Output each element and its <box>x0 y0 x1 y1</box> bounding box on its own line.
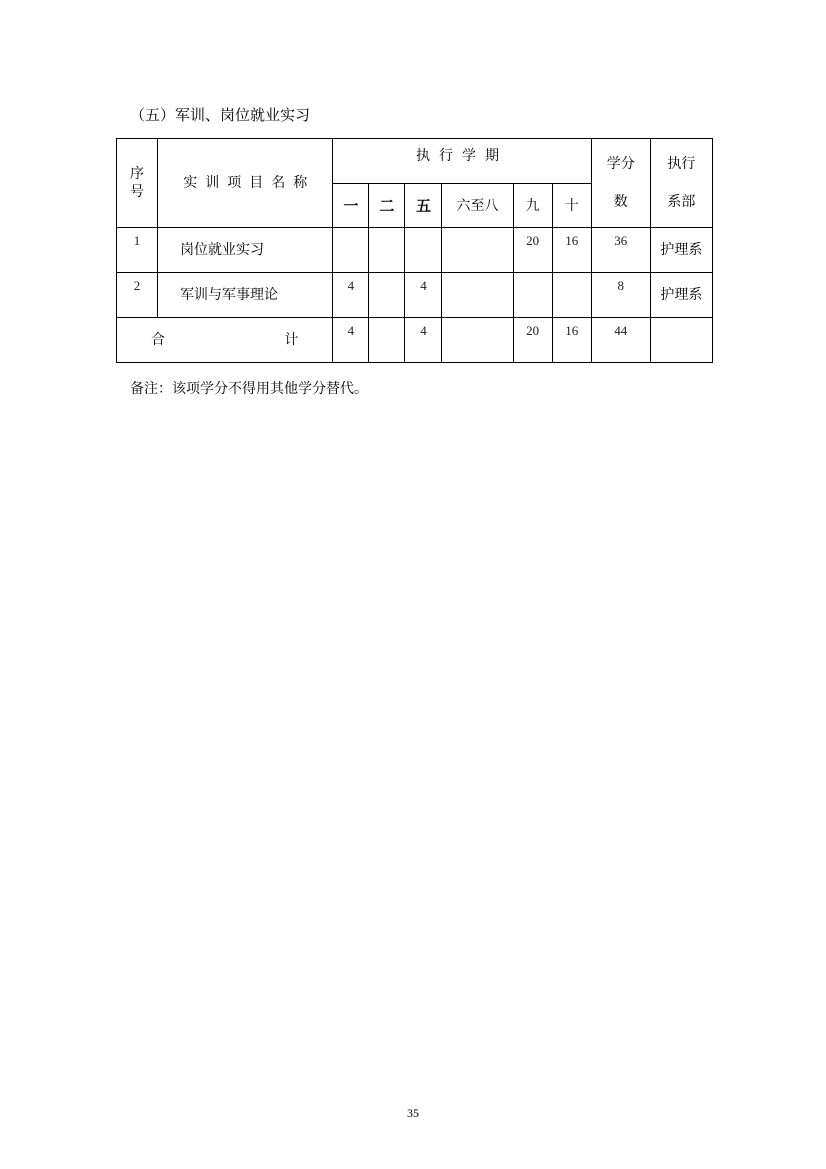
row-credits: 36 <box>591 228 650 273</box>
row-term-6-8 <box>442 273 513 318</box>
row-seq: 1 <box>117 228 158 273</box>
training-table <box>116 138 713 363</box>
total-term-6-8 <box>442 318 513 363</box>
header-project-name: 实训项目名称 <box>158 139 333 228</box>
total-term-9: 20 <box>513 318 552 363</box>
footnote: 备注：该项学分不得用其他学分替代。 <box>130 381 368 397</box>
row-project-name: 军训与军事理论 <box>158 273 333 318</box>
row-department: 护理系 <box>650 228 712 273</box>
page-number: 35 <box>407 1106 419 1120</box>
row-seq: 2 <box>117 273 158 318</box>
total-term-2 <box>369 318 405 363</box>
row-term-1 <box>333 228 369 273</box>
table-row <box>117 228 713 273</box>
row-term-9: 20 <box>513 228 552 273</box>
row-term-6-8 <box>442 228 513 273</box>
total-department <box>650 318 712 363</box>
section-title: （五）军训、岗位就业实习 <box>130 106 311 124</box>
row-term-9 <box>513 273 552 318</box>
row-credits: 8 <box>591 273 650 318</box>
total-label-right: 计 <box>284 332 299 348</box>
total-label-left: 合 <box>151 332 165 348</box>
total-row <box>117 318 713 363</box>
header-term-5: 五 <box>405 184 442 228</box>
header-term-2: 二 <box>369 184 405 228</box>
total-credits: 44 <box>591 318 650 363</box>
row-term-1: 4 <box>333 273 369 318</box>
row-term-5: 4 <box>405 273 442 318</box>
row-project-name: 岗位就业实习 <box>158 228 333 273</box>
row-term-10 <box>552 273 591 318</box>
header-term-1: 一 <box>333 184 369 228</box>
row-department: 护理系 <box>650 273 712 318</box>
header-term-10: 十 <box>552 184 591 228</box>
header-term-group: 执行学期 <box>333 139 591 184</box>
row-term-5 <box>405 228 442 273</box>
header-credits: 学分 数 <box>591 139 650 228</box>
header-seq: 序 号 <box>117 139 158 228</box>
row-term-2 <box>369 273 405 318</box>
header-row-top <box>117 139 713 184</box>
header-term-6-8: 六至八 <box>442 184 513 228</box>
row-term-10: 16 <box>552 228 591 273</box>
total-label <box>117 318 333 363</box>
total-term-10: 16 <box>552 318 591 363</box>
row-term-2 <box>369 228 405 273</box>
total-term-5: 4 <box>405 318 442 363</box>
header-department: 执行 系部 <box>650 139 712 228</box>
table-row <box>117 273 713 318</box>
total-term-1: 4 <box>333 318 369 363</box>
header-term-9: 九 <box>513 184 552 228</box>
